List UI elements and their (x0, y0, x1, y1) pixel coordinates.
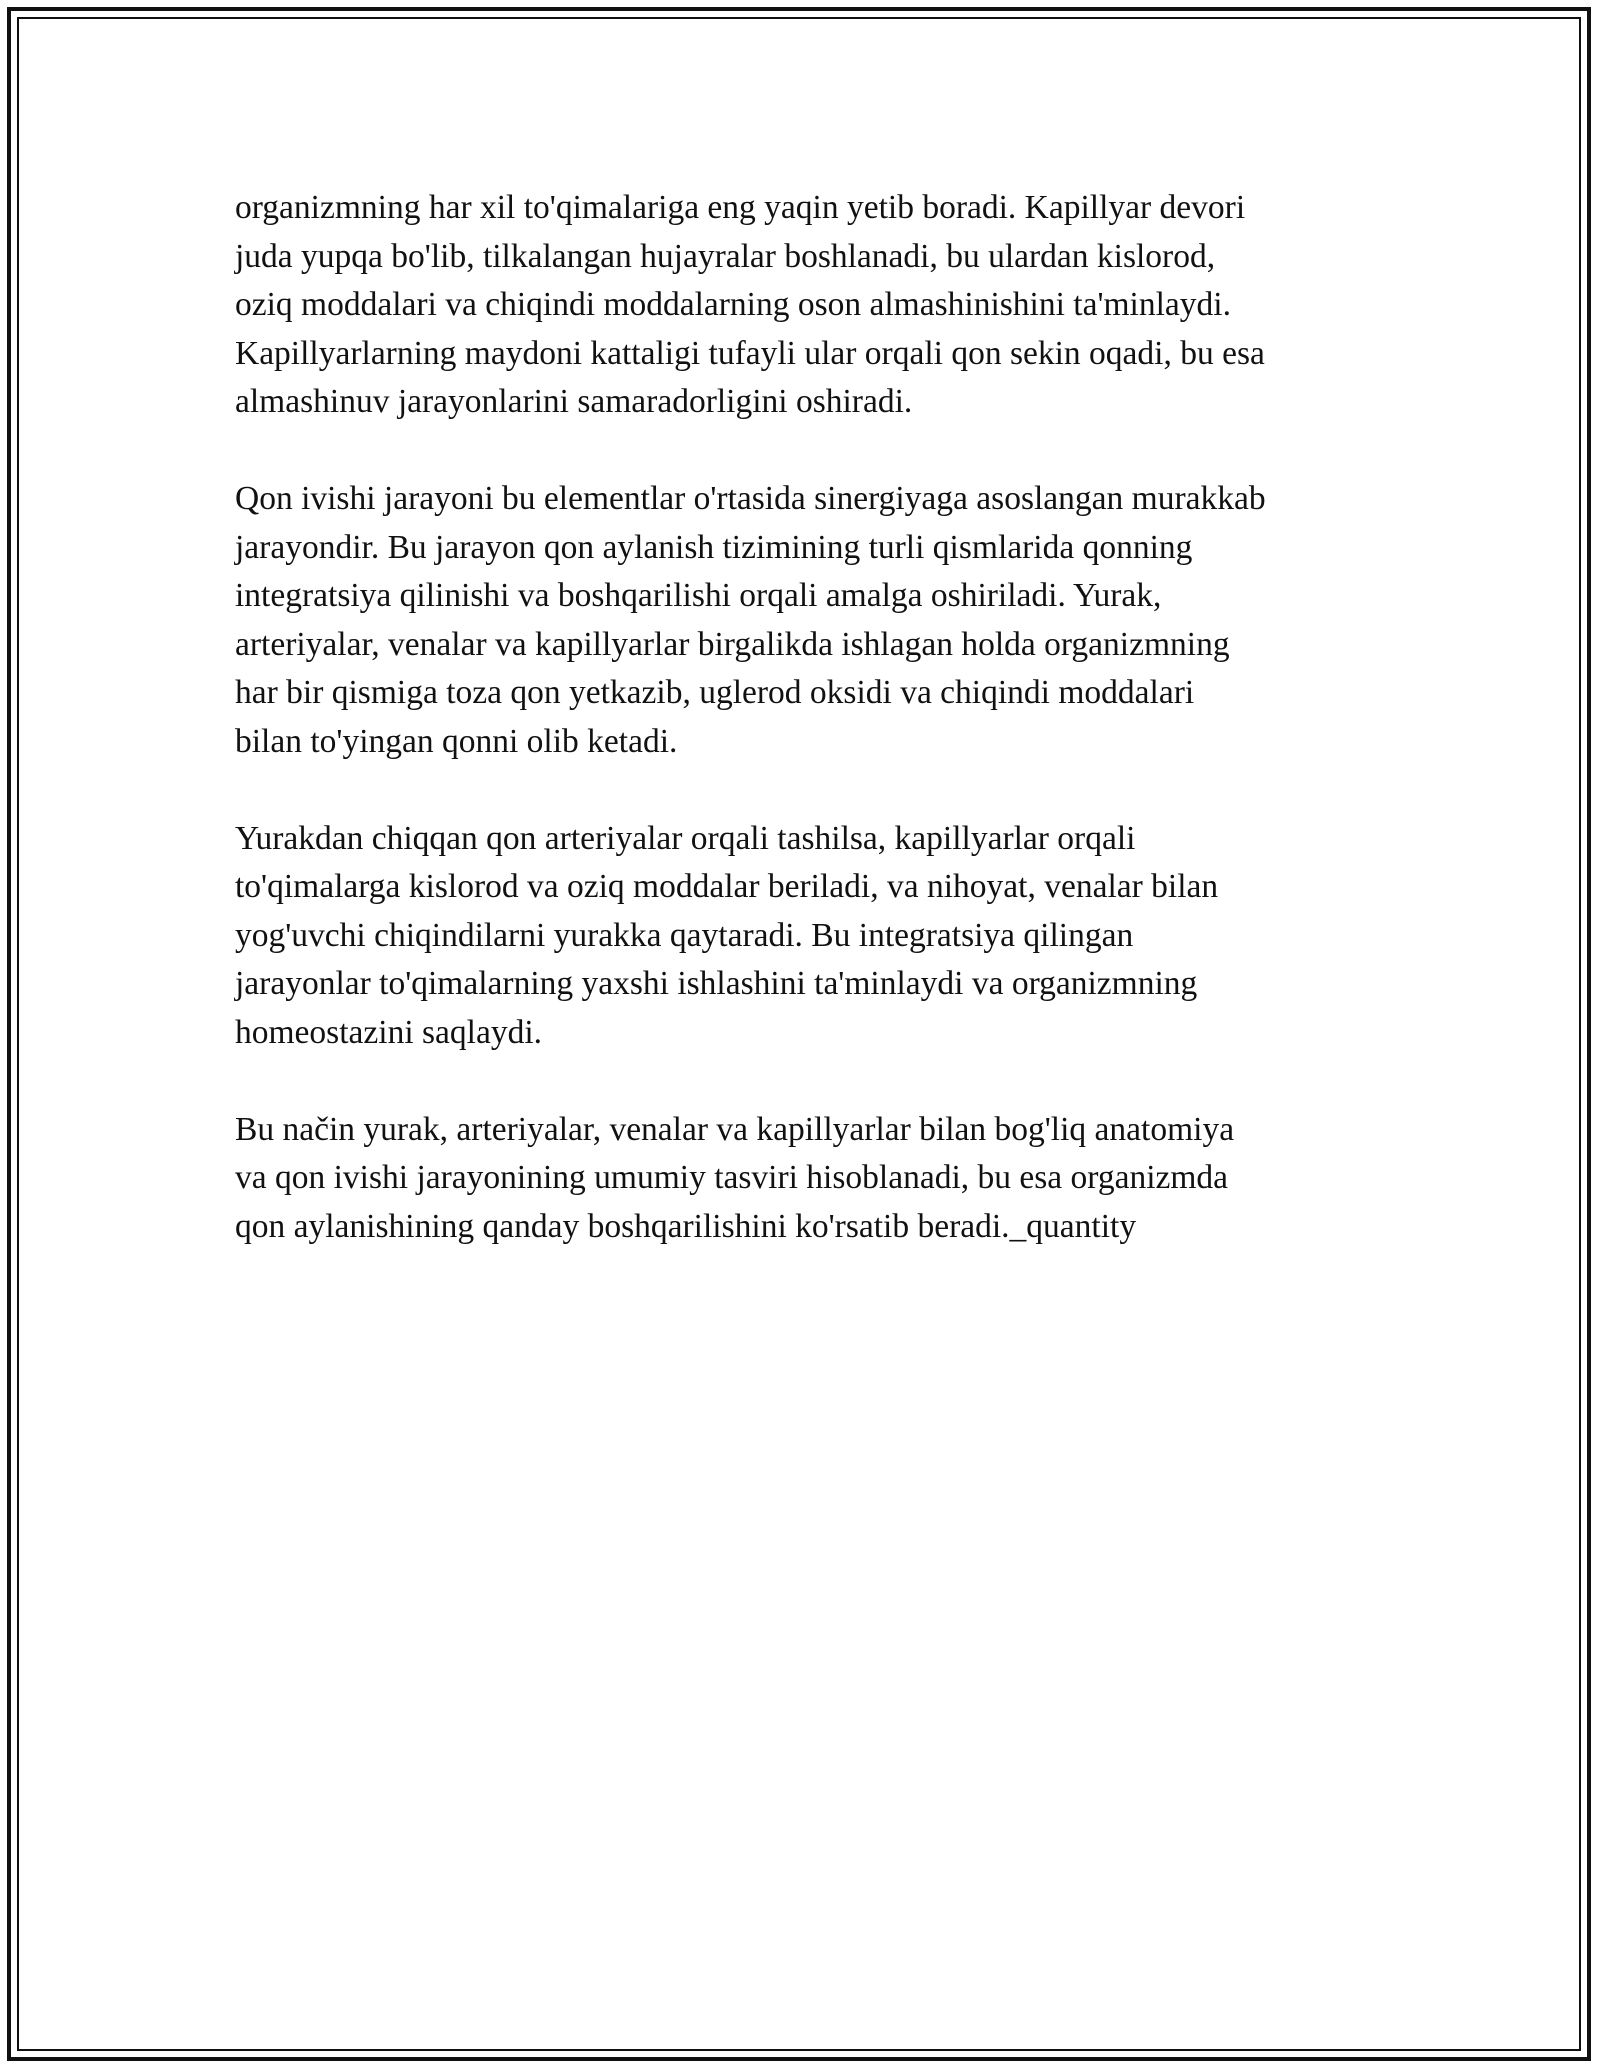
text-line: Yurakdan chiqqan qon arteriyalar orqali tashilsa, kapillyarlar orqali (235, 819, 1136, 857)
text-line: bilan to'yingan qonni olib ketadi. (235, 722, 678, 760)
paragraph-3 (235, 815, 1415, 1058)
paragraph-1 (235, 184, 1415, 427)
text-line: juda yupqa bo'lib, tilkalangan hujayralar boshlanadi, bu ulardan kislorod, (235, 237, 1216, 275)
paragraph-spacer (235, 427, 1415, 476)
text-line: Qon ivishi jarayoni bu elementlar o'rtasida sinergiyaga asoslangan murakkab (235, 480, 1266, 517)
paragraph-2 (235, 475, 1415, 766)
paragraph-spacer (235, 1057, 1415, 1106)
text-line: jarayonlar to'qimalarning yaxshi ishlashini ta'minlaydi va organizmning (235, 965, 1198, 1002)
text-line: jarayondir. Bu jarayon qon aylanish tizimining turli qismlarida qonning (235, 528, 1193, 566)
paragraph-spacer (235, 766, 1415, 815)
text-line: integratsiya qilinishi va boshqarilishi orqali amalga oshiriladi. Yurak, (235, 577, 1162, 614)
text-line: oziq moddalari va chiqindi moddalarning oson almashinishini ta'minlaydi. (235, 286, 1231, 323)
text-line: organizmning har xil to'qimalariga eng yaqin yetib boradi. Kapillyar devori (235, 189, 1246, 226)
text-line: Kapillyarlarning maydoni kattaligi tufayli ular orqali qon sekin oqadi, bu esa (235, 334, 1265, 372)
text-line: yog'uvchi chiqindilarni yurakka qaytaradi. Bu integratsiya qilingan (235, 916, 1134, 954)
text-line: qon aylanishining qanday boshqarilishini ko'rsatib beradi._quantity (235, 1207, 1137, 1245)
paragraph-4 (235, 1106, 1415, 1252)
text-line: arteriyalar, venalar va kapillyarlar birgalikda ishlagan holda organizmning (235, 625, 1230, 663)
text-line: har bir qismiga toza qon yetkazib, uglerod oksidi va chiqindi moddalari (235, 674, 1195, 711)
text-line: homeostazini saqlaydi. (235, 1013, 543, 1051)
document-body (235, 184, 1415, 1251)
text-line: to'qimalarga kislorod va oziq moddalar beriladi, va nihoyat, venalar bilan (235, 868, 1219, 905)
text-line: va qon ivishi jarayonining umumiy tasviri hisoblanadi, bu esa organizmda (235, 1159, 1229, 1196)
text-line: almashinuv jarayonlarini samaradorligini oshiradi. (235, 383, 913, 420)
text-line: Bu način yurak, arteriyalar, venalar va kapillyarlar bilan bog'liq anatomiya (235, 1110, 1235, 1148)
